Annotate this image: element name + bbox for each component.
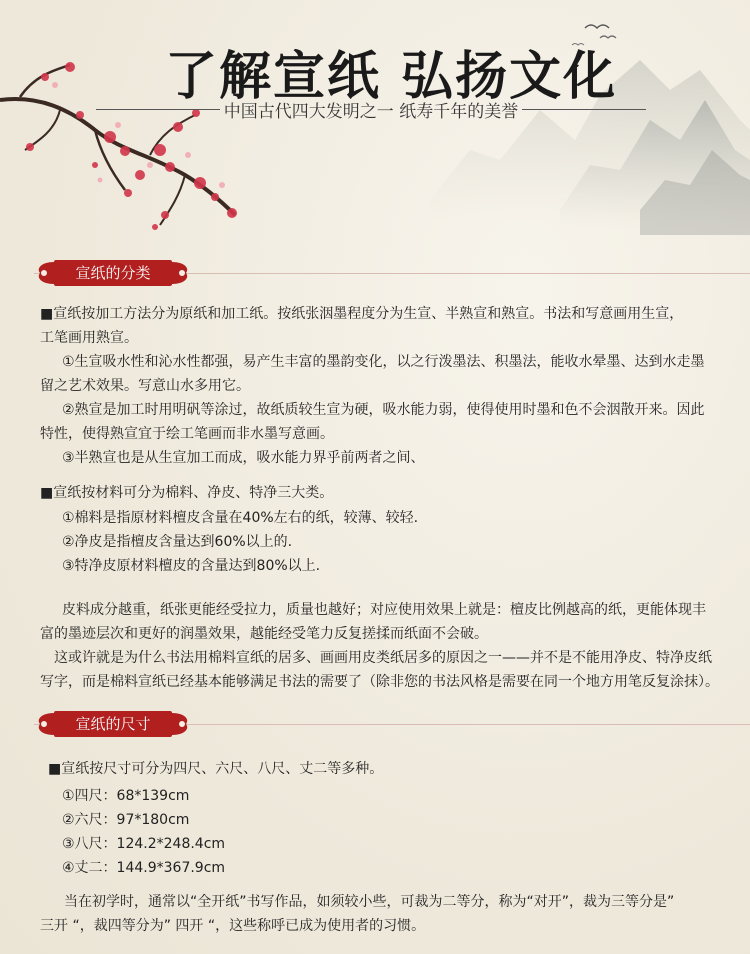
subtitle-left-rule [96,109,220,110]
materials-intro: ■宣纸按材料可分为棉料、净皮、特净三大类。 [40,485,334,501]
size-si-chi: ①四尺：68*139cm [62,788,190,804]
size-liu-chi: ②六尺：97*180cm [62,812,190,828]
processed-xuan-line1: ②熟宣是加工时用明矾等涂过，故纸质较生宣为硬，吸水能力弱，使得使用时墨和色不会洇散开来。因此 [62,402,705,418]
bark-paragraph-line1: 皮料成分越重，纸张更能经受拉力，质量也越好；对应使用效果上就是：檀皮比例越高的纸，更能体现丰 [62,602,706,618]
subtitle-row [96,97,646,122]
sizes-intro: ■宣纸按尺寸可分为四尺、六尺、八尺、丈二等多种。 [48,761,384,777]
material-cotton: ①棉料是指原材料檀皮含量在40%左右的纸，较薄、较轻. [62,510,419,526]
size-ba-chi: ③八尺：124.2*248.4cm [62,836,226,852]
material-clean-bark: ②净皮是指檀皮含量达到60%以上的. [62,534,293,550]
page-subtitle: 中国古代四大发明之一 纸寿千年的美誉 [223,102,519,122]
section-label: 宣纸的尺寸 [54,711,172,737]
cutting-note-line2: 三开 “，裁四等分为” 四开 “，这些称呼已成为使用者的习惯。 [40,918,426,934]
section-tag-sizes [34,711,192,737]
calligraphy-paragraph-line2: 写字，而是棉料宣纸已经基本能够满足书法的需要了（除非您的书法风格是需要在同一个地方用笔反复涂抹）。 [40,674,719,690]
cutting-note-line1: 当在初学时，通常以“全开纸”书写作品，如须较小些，可裁为二等分，称为“对开”，裁为三等分是” [64,894,675,910]
section-tag-classification [34,260,192,286]
classification-intro-line1: ■宣纸按加工方法分为原纸和加工纸。按纸张洇墨程度分为生宣、半熟宣和熟宣。书法和写意画用生宣， [40,306,684,322]
size-zhang-er: ④丈二：144.9*367.9cm [62,860,226,876]
processed-xuan-line2: 特性，使得熟宣宜于绘工笔画而非水墨写意画。 [40,426,334,442]
classification-intro-line2: 工笔画用熟宣。 [40,330,138,346]
raw-xuan-line1: ①生宣吸水性和沁水性都强，易产生丰富的墨韵变化，以之行泼墨法、积墨法，能收水晕墨、达到水走墨 [62,354,705,370]
raw-xuan-line2: 留之艺术效果。写意山水多用它。 [40,378,250,394]
calligraphy-paragraph-line1: 这或许就是为什么书法用棉料宣纸的居多、画画用皮类纸居多的原因之一——并不是不能用净皮、特净皮纸 [54,650,712,666]
bark-paragraph-line2: 富的墨迹层次和更好的润墨效果，越能经受笔力反复搓揉而纸面不会破。 [40,626,488,642]
material-extra-clean: ③特净皮原材料檀皮的含量达到80%以上. [62,558,321,574]
section-label: 宣纸的分类 [54,260,172,286]
page-title: 了解宣纸 弘扬文化 [165,46,618,107]
hero-banner [0,0,750,240]
semi-processed-xuan: ③半熟宣也是从生宣加工而成，吸水能力界乎前两者之间、 [62,450,425,466]
subtitle-right-rule [522,109,646,110]
